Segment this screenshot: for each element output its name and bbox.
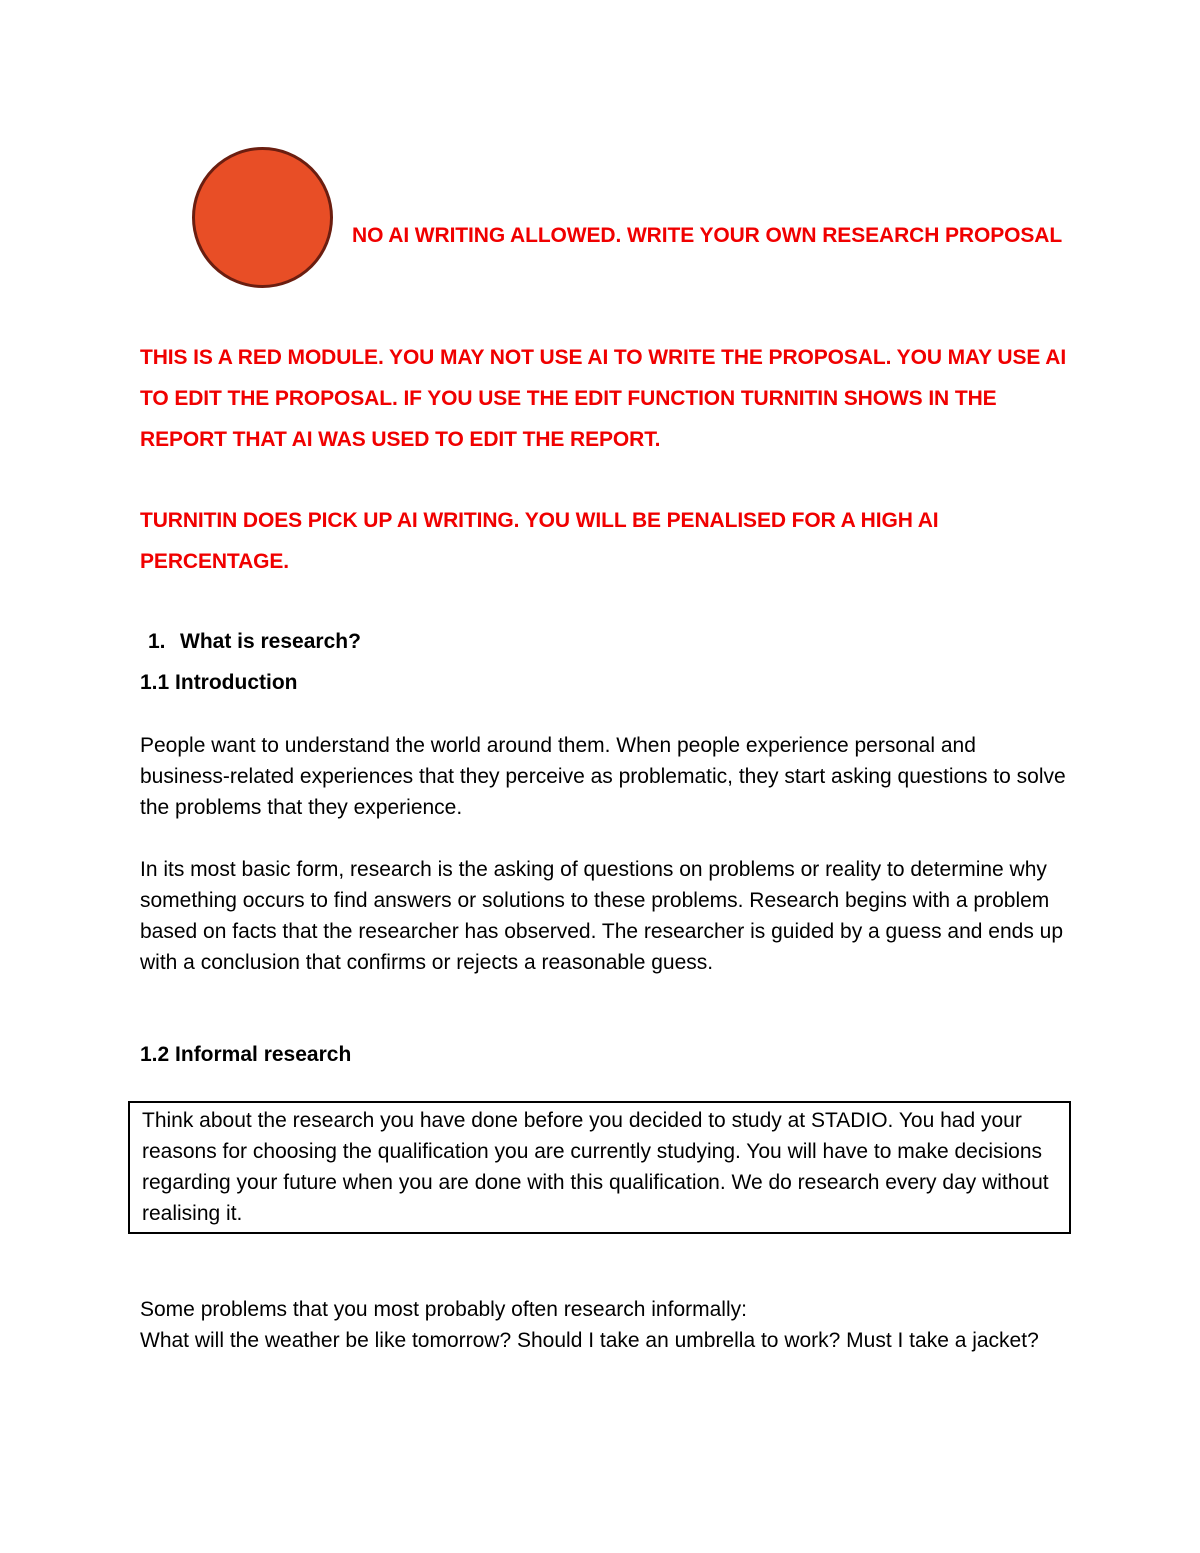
informal-paragraph-1: Some problems that you most probably often research informally: [140, 1298, 747, 1321]
reflection-box-text: Think about the research you have done before you decided to study at STADIO. You had your reasons for choosing the qualification you are currently studying. You will have to make decisions regarding your future when you are done with this qualification. We do research every day without realising it. [142, 1109, 1049, 1225]
turnitin-warning: TURNITIN DOES PICK UP AI WRITING. YOU WILL BE PENALISED FOR A HIGH AI PERCENTAGE. [140, 509, 939, 573]
section-title: What is research? [180, 630, 361, 653]
ai-warning-heading: NO AI WRITING ALLOWED. WRITE YOUR OWN RESEARCH PROPOSAL [352, 224, 1063, 247]
intro-paragraph-2: In its most basic form, research is the asking of questions on problems or reality to determine why something occurs to find answers or solutions to these problems. Research begins with a problem based on facts that the researcher has observed. The researcher is guided by a guess and ends up with a conclusion that confirms or rejects a reasonable guess. [140, 858, 1064, 974]
section-heading [148, 628, 361, 656]
subsection-title-introduction: 1.1 Introduction [140, 671, 298, 694]
informal-paragraph-2: What will the weather be like tomorrow? Should I take an umbrella to work? Must I take a jacket? [140, 1329, 1039, 1352]
reflection-box [128, 1101, 1071, 1234]
red-module-warning: THIS IS A RED MODULE. YOU MAY NOT USE AI TO WRITE THE PROPOSAL. YOU MAY USE AI TO EDIT THE PROPOSAL. IF YOU USE THE EDIT FUNCTION TURNITIN SHOWS IN THE REPORT THAT AI WAS USED TO EDIT THE REPORT. [140, 346, 1067, 451]
section-number: 1. [148, 630, 166, 653]
intro-paragraph-1: People want to understand the world around them. When people experience personal and business-related experiences that they perceive as problematic, they start asking questions to solve the problems that they experience. [140, 734, 1066, 819]
subsection-title-informal-research: 1.2 Informal research [140, 1043, 352, 1066]
red-circle-icon [192, 147, 333, 288]
